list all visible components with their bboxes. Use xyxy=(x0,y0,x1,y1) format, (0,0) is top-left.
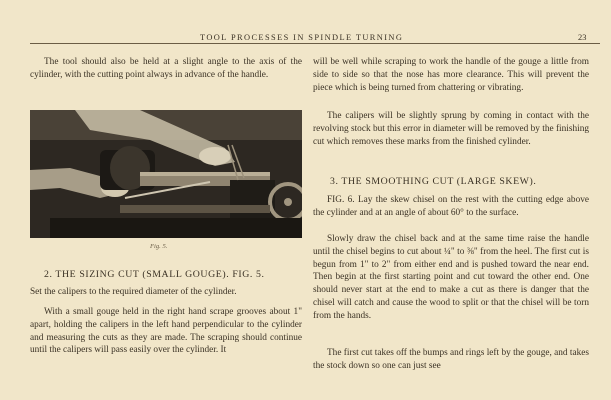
left-paragraph-2: Set the calipers to the required diameter of the cylinder. xyxy=(30,287,237,297)
running-head: TOOL PROCESSES IN SPINDLE TURNING xyxy=(200,33,404,42)
page-number: 23 xyxy=(578,33,587,42)
right-paragraph-4: Slowly draw the chisel back and at the same time raise the handle until the chisel begins to cut about ¼" to ⅜" from the heel. The first cut is begun from 1" to 2" from either end and is pushed toward the near end. Then begin at the first starting point and cut toward the other end. One should never start at the end to make a cut as there is danger that the chisel will catch and cause the wood to split or that the chisel will be torn from the hands. xyxy=(313,234,589,321)
section-heading-smoothing-cut: 3. THE SMOOTHING CUT (LARGE SKEW). xyxy=(330,176,537,187)
header-rule xyxy=(30,43,600,44)
right-paragraph-5: The first cut takes off the bumps and rings left by the gouge, and takes the stock down so one can just see xyxy=(313,348,589,371)
lathe-illustration xyxy=(30,110,302,238)
section-heading-sizing-cut: 2. THE SIZING CUT (SMALL GOUGE). FIG. 5. xyxy=(44,269,265,280)
left-paragraph-1: The tool should also be held at a slight angle to the axis of the cylinder, with the cutting point always in advance of the handle. xyxy=(30,57,302,80)
right-paragraph-2: The calipers will be slightly sprung by coming in contact with the revolving stock but this error in diameter will be removed by the finishing cut which removes these marks from the finished cylinder. xyxy=(313,111,589,147)
right-paragraph-1: will be well while scraping to work the handle of the gouge a little from side to side so that the nose has more clearance. This will prevent the piece which is being turned from chattering or vibrating. xyxy=(313,57,589,93)
figure-caption: Fig. 5. xyxy=(150,243,168,250)
left-paragraph-3: With a small gouge held in the right hand scrape grooves about 1" apart, holding the calipers in the left hand perpendicular to the cylinder and measuring the cuts as they are made. The scraping should continue until the calipers will pass easily over the cylinder. It xyxy=(30,307,302,356)
lathe-photograph xyxy=(30,110,302,238)
right-paragraph-3: FIG. 6. Lay the skew chisel on the rest with the cutting edge above the cylinder and at an angle of about 60° to the surface. xyxy=(313,195,589,218)
